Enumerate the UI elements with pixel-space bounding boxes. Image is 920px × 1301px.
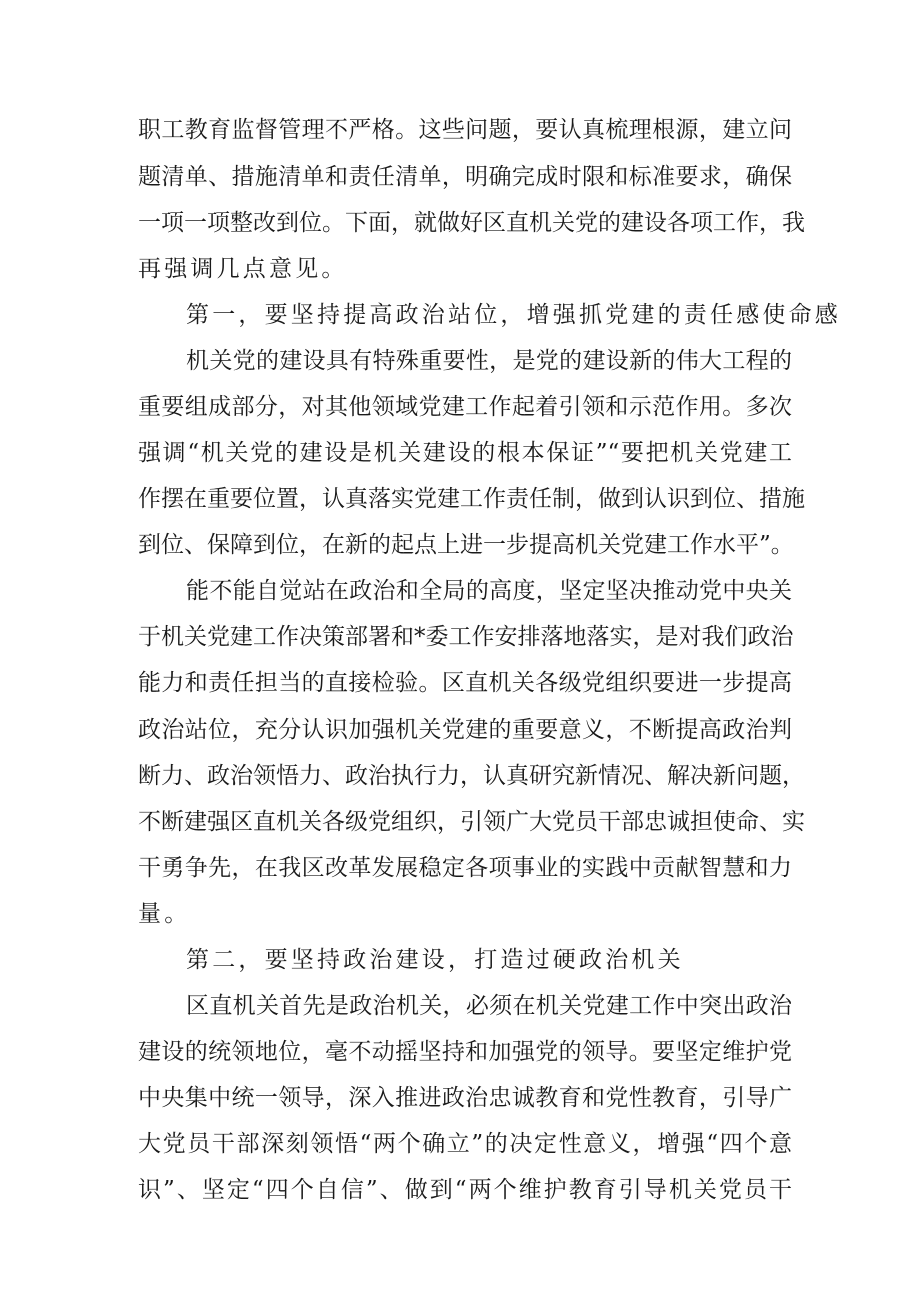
text-line: 题清单、措施清单和责任清单，明确完成时限和标准要求，确保 [138, 164, 792, 190]
section-heading-2: 第二，要坚持政治建设，打造过硬政治机关 [186, 947, 684, 973]
text-line: 断力、政治领悟力、政治执行力，认真研究新情况、解决新问题， [138, 763, 805, 789]
text-line: 强调“机关党的建设是机关建设的根本保证”“要把机关党建工 [138, 440, 792, 466]
text-line: 机关党的建设具有特殊重要性，是党的建设新的伟大工程的 [186, 348, 792, 374]
text-line: 识”、坚定“四个自信”、做到“两个维护教育引导机关党员干 [138, 1177, 792, 1203]
text-line: 区直机关首先是政治机关，必须在机关党建工作中突出政治 [186, 993, 792, 1019]
text-line: 政治站位，充分认识加强机关党建的重要意义，不断提高政治判 [138, 717, 792, 743]
text-line: 中央集中统一领导，深入推进政治忠诚教育和党性教育，引导广 [138, 1085, 792, 1111]
text-line: 不断建强区直机关各级党组织，引领广大党员干部忠诚担使命、实 [138, 809, 805, 835]
text-line: 量。 [138, 901, 191, 927]
text-line: 干勇争先，在我区改革发展稳定各项事业的实践中贡献智慧和力 [138, 855, 792, 881]
text-line: 到位、保障到位，在新的起点上进一步提高机关党建工作水平”。 [138, 532, 794, 558]
text-line: 能不能自觉站在政治和全局的高度，坚定坚决推动党中央关 [186, 578, 792, 604]
text-line: 职工教育监督管理不严格。这些问题，要认真梳理根源，建立问 [138, 117, 792, 143]
text-line: 一项一项整改到位。下面，就做好区直机关党的建设各项工作，我 [138, 210, 805, 236]
section-heading-1: 第一，要坚持提高政治站位，增强抓党建的责任感使命感 [186, 302, 841, 328]
text-line: 能力和责任担当的直接检验。区直机关各级党组织要进一步提高 [138, 670, 792, 696]
text-line: 再强调几点意见。 [138, 256, 348, 282]
text-line: 作摆在重要位置，认真落实党建工作责任制，做到认识到位、措施 [138, 486, 805, 512]
text-line: 于机关党建工作决策部署和*委工作安排落地落实，是对我们政治 [138, 624, 794, 650]
text-line: 重要组成部分，对其他领域党建工作起着引领和示范作用。多次 [138, 394, 792, 420]
text-line: 大党员干部深刻领悟“两个确立”的决定性意义，增强“四个意 [138, 1131, 792, 1157]
text-line: 建设的统领地位，毫不动摇坚持和加强党的领导。要坚定维护党 [138, 1039, 792, 1065]
